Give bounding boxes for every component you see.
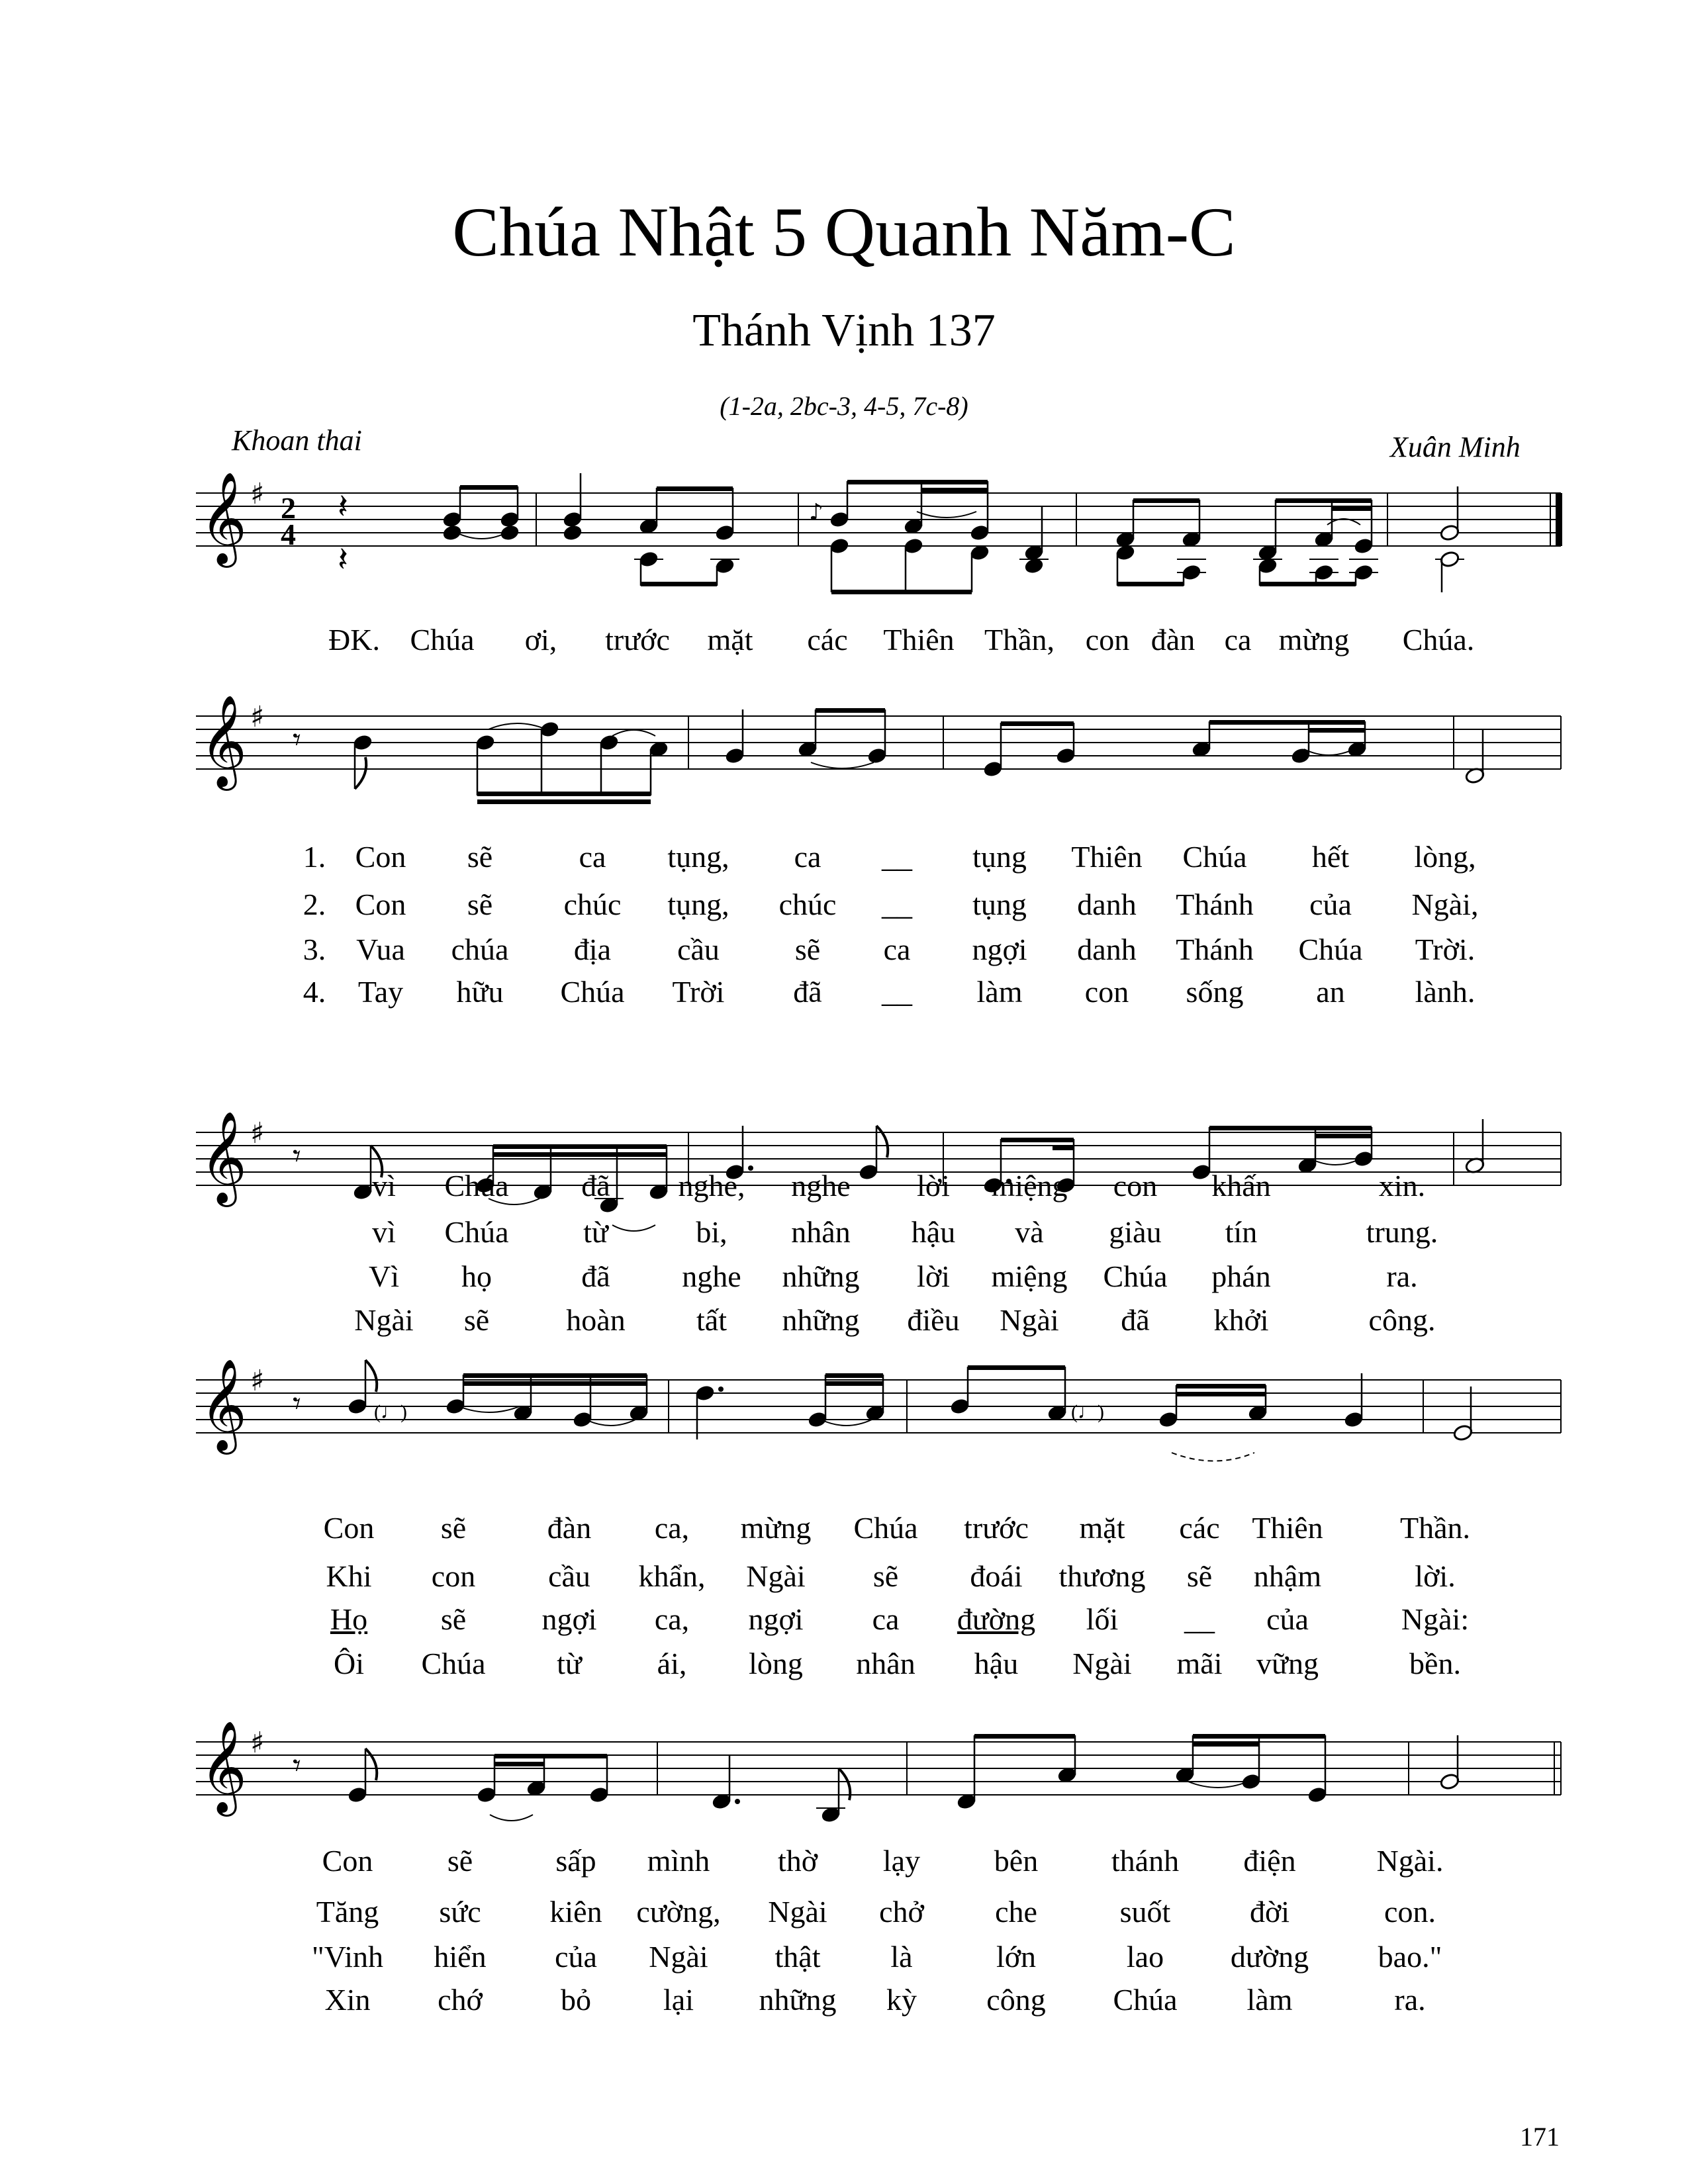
tempo-marking: Khoan thai: [232, 424, 362, 457]
time-signature-bottom: 4: [281, 518, 296, 551]
stanza-d-lyric-word: suốt: [1119, 1895, 1171, 1929]
eighth-rest-icon: 𝄾: [293, 1747, 301, 1784]
stanza-a-lyric-word: chúc: [563, 887, 622, 921]
composer-name: Xuân Minh: [1390, 431, 1521, 463]
stanza-a-lyric-word: tụng: [972, 887, 1027, 921]
stanza-a-lyric-word: con: [1084, 975, 1129, 1009]
stanza-a-lyric-word: __: [882, 840, 912, 874]
stanza-c-lyric-word: Chúa: [853, 1511, 918, 1545]
stanza-d-lyric-word: bên: [994, 1844, 1039, 1878]
stanza-d-lyric-word: làm: [1246, 1983, 1293, 2017]
stanza-c-lyric-word: Ngài:: [1401, 1602, 1470, 1636]
stanza-b-lyric-word: Vì: [369, 1259, 399, 1293]
stanza-b-lyric-word: điều: [907, 1303, 960, 1337]
stanza-c-lyric-word: đường: [957, 1602, 1036, 1636]
eighth-rest-icon: 𝄾: [293, 1138, 301, 1175]
stanza-c-lyric-word: hậu: [974, 1647, 1019, 1680]
stanza-a-lyric-word: 1.: [303, 840, 326, 874]
stanza-d-lyric-word: những: [759, 1983, 837, 2017]
quarter-rest-icon: 𝄽: [338, 487, 348, 527]
refrain-lyric-word: trước: [605, 623, 670, 657]
stanza-a-lyric-word: ca: [883, 933, 911, 966]
stanza-c-lyric-word: Ngài: [1072, 1647, 1132, 1680]
stanza-a-lyric-word: Chúa: [1298, 933, 1363, 966]
stanza-b-lyric-word: sẽ: [463, 1303, 490, 1337]
stanza-c-lyric-word: vững: [1256, 1647, 1319, 1680]
stanza-b-lyric-word: con: [1113, 1169, 1158, 1203]
stanza-d-lyric-word: thật: [774, 1940, 821, 1974]
stanza-d-lyric-word: Con: [322, 1844, 373, 1878]
treble-clef-icon: 𝄞: [200, 695, 247, 787]
beam: [974, 1734, 1075, 1739]
stanza-a-lyric-word: làm: [976, 975, 1023, 1009]
stanza-d-lyric-word: công: [986, 1983, 1046, 2017]
refrain-lyric-word: đàn: [1150, 623, 1196, 657]
stanza-c-lyric-word: mặt: [1079, 1511, 1125, 1545]
page-title: Chúa Nhật 5 Quanh Năm-C: [452, 193, 1236, 271]
stanza-c-lyric-word: ngợi: [748, 1602, 804, 1636]
stanza-b-lyric-word: những: [782, 1259, 860, 1293]
stanza-a-lyric-word: Thiên: [1071, 840, 1143, 874]
treble-clef-icon: 𝄞: [200, 1359, 247, 1451]
stanza-a-lyric-word: __: [882, 975, 912, 1009]
stanza-b-lyric-word: Ngài: [354, 1303, 414, 1337]
eighth-rest-icon: 𝄾: [293, 721, 301, 758]
stanza-c-lyric-word: mừng: [740, 1511, 812, 1545]
stanza-b-lyric-word: phán: [1211, 1259, 1271, 1293]
stanza-a-lyric-word: danh: [1077, 933, 1137, 966]
stanza-a-lyric-word: Thánh: [1176, 933, 1254, 966]
stanza-c-lyric-word: sẽ: [1186, 1559, 1213, 1593]
stanza-c-lyric-word: của: [1266, 1602, 1309, 1636]
stanza-a-lyric-word: Con: [355, 840, 406, 874]
stanza-c-lyric-word: trước: [964, 1511, 1029, 1545]
dot: [735, 1799, 740, 1804]
slur: [1188, 1782, 1248, 1788]
stanza-d-lyric-word: ra.: [1394, 1983, 1426, 2017]
stanza-a-lyric-word: danh: [1077, 887, 1137, 921]
stanza-b-lyric-word: lời: [917, 1259, 950, 1293]
stanza-c-lyric-word: từ: [557, 1647, 582, 1680]
stanza-c-lyric-word: khẩn,: [638, 1559, 706, 1593]
refrain-lyric-word: Chúa.: [1402, 623, 1475, 657]
stanza-b-lyric-word: nghe,: [678, 1169, 745, 1203]
stanza-c-lyric-word: __: [1184, 1602, 1215, 1636]
stanza-a-lyric-word: tụng: [972, 840, 1027, 874]
grace-note-icon: ♪: [809, 499, 823, 525]
stanza-c-lyric-word: các: [1179, 1511, 1220, 1545]
refrain-lyric-word: Thiên: [883, 623, 955, 657]
stanza-d-lyric-word: cường,: [636, 1895, 721, 1929]
stanza-a-lyric-word: đã: [793, 975, 822, 1009]
stanza-c-lyric-word: đàn: [547, 1511, 592, 1545]
stanza-d-lyric-word: của: [555, 1940, 597, 1974]
stanza-a-lyric-word: Trời.: [1415, 933, 1476, 966]
stanza-b-lyric-word: khấn: [1211, 1169, 1271, 1203]
stanza-d-lyric-word: lao: [1126, 1940, 1164, 1974]
stanza-c-lyric-word: đoái: [970, 1559, 1023, 1593]
stanza-d-lyric-word: điện: [1243, 1844, 1296, 1878]
refrain-lyric-word: mừng: [1278, 623, 1350, 657]
stanza-b-lyric-word: giàu: [1109, 1215, 1162, 1249]
stanza-a-lyric-word: sống: [1186, 975, 1244, 1009]
psalm-subtitle: Thánh Vịnh 137: [692, 305, 996, 356]
stanza-a-lyric-word: Con: [355, 887, 406, 921]
stanza-c-lyric-word: Chúa: [421, 1647, 486, 1680]
stanza-b-lyric-word: đã: [1121, 1303, 1150, 1337]
stanza-d-lyric-word: hiển: [434, 1940, 487, 1974]
page-number: 171: [1520, 2122, 1560, 2152]
stanza-a-lyric-word: Chúa: [1182, 840, 1247, 874]
stanza-c-lyric-word: thương: [1058, 1559, 1146, 1593]
stanza-b-lyric-word: trung.: [1366, 1215, 1438, 1249]
stanza-a-lyric-word: lành.: [1415, 975, 1476, 1009]
stanza-c-lyric-word: Khi: [326, 1559, 372, 1593]
stanza-c-lyric-word: Ngài: [746, 1559, 806, 1593]
time-signature-top: 2: [281, 491, 296, 525]
refrain-lyric-word: các: [807, 623, 848, 657]
stanza-d-lyric-word: Tăng: [316, 1895, 379, 1929]
stanza-d-lyric-word: lạy: [882, 1844, 921, 1878]
stanza-c-lyric-word: Thiên: [1252, 1511, 1323, 1545]
stanza-d-lyric-word: dường: [1230, 1940, 1309, 1974]
verse-reference: (1-2a, 2bc-3, 4-5, 7c-8): [720, 391, 968, 421]
stanza-d-lyric-word: thờ: [777, 1844, 818, 1878]
stanza-b-lyric-word: Chúa: [444, 1169, 509, 1203]
stanza-d-lyric-word: bỏ: [561, 1983, 591, 2017]
refrain-lyric-word: Chúa: [410, 623, 475, 657]
sharp-key-signature-icon: ♯: [250, 1116, 265, 1150]
stanza-b-lyric-word: nghe: [682, 1259, 741, 1293]
stanza-d-lyric-word: Xin: [324, 1983, 371, 2017]
stanza-c-lyric-word: nhậm: [1253, 1559, 1322, 1593]
stanza-b-lyric-word: tất: [696, 1303, 727, 1337]
stanza-d-lyric-word: đời: [1249, 1895, 1290, 1929]
stanza-a-lyric-word: chúc: [778, 887, 837, 921]
stanza-d-lyric-word: Ngài.: [1376, 1844, 1444, 1878]
stanza-a-lyric-word: Ngài,: [1411, 887, 1479, 921]
stanza-a-lyric-word: Chúa: [560, 975, 625, 1009]
stanza-a-lyric-word: ca: [794, 840, 821, 874]
stanza-a-lyric-word: __: [882, 887, 912, 921]
stanza-a-lyric-word: lòng,: [1414, 840, 1476, 874]
stanza-b-lyric-word: hậu: [911, 1215, 956, 1249]
beam: [1193, 1734, 1325, 1739]
refrain-lyric-word: ca: [1224, 623, 1252, 657]
stanza-c-lyric-word: Họ: [330, 1602, 368, 1636]
stanza-a-lyric-word: chúa: [451, 933, 509, 966]
stanza-b-lyric-word: những: [782, 1303, 860, 1337]
stanza-a-lyric-word: sẽ: [794, 933, 821, 966]
quarter-rest-icon: 𝄽: [338, 540, 348, 580]
stanza-a-lyric-word: tụng,: [667, 840, 729, 874]
stanza-a-lyric-word: Vua: [356, 933, 405, 966]
eighth-rest-icon: 𝄾: [293, 1385, 301, 1422]
stanza-b-lyric-word: công.: [1368, 1303, 1436, 1337]
refrain-lyric-word: Thần,: [984, 623, 1055, 657]
stanza-d-lyric-word: Chúa: [1113, 1983, 1178, 2017]
grace-parenthesis: (♩): [374, 1401, 407, 1423]
stanza-a-lyric-word: Thánh: [1176, 887, 1254, 921]
stanza-a-lyric-word: hết: [1311, 840, 1350, 874]
stanza-d-lyric-word: Ngài: [649, 1940, 708, 1974]
sharp-key-signature-icon: ♯: [250, 700, 265, 734]
stanza-d-lyric-word: kiên: [549, 1895, 602, 1929]
stanza-c-lyric-word: sẽ: [440, 1602, 467, 1636]
stanza-b-lyric-word: hoàn: [566, 1303, 626, 1337]
stanza-b-lyric-word: đã: [581, 1169, 610, 1203]
stanza-c-lyric-word: ái,: [657, 1647, 687, 1680]
treble-clef-icon: 𝄞: [200, 1721, 247, 1813]
stanza-d-lyric-word: che: [995, 1895, 1037, 1929]
stanza-a-lyric-word: 3.: [303, 933, 326, 966]
stanza-a-lyric-word: địa: [573, 933, 612, 966]
stanza-b-lyric-word: Chúa: [1103, 1259, 1168, 1293]
stanza-b-lyric-word: xin.: [1378, 1169, 1426, 1203]
stanza-d-lyric-word: mình: [647, 1844, 710, 1878]
stanza-a-lyric-word: 2.: [303, 887, 326, 921]
stanza-c-lyric-word: sẽ: [872, 1559, 899, 1593]
stanza-d-lyric-word: chở: [879, 1895, 924, 1929]
note-flag: [365, 1749, 377, 1780]
stanza-c-lyric-word: cầu: [548, 1559, 590, 1593]
stanza-c-lyric-word: Thần.: [1399, 1511, 1471, 1545]
treble-clef-icon: 𝄞: [200, 472, 247, 564]
stanza-c-lyric-word: ca: [872, 1602, 900, 1636]
stanza-d-lyric-word: sức: [439, 1895, 481, 1929]
stanza-b-lyric-word: vì: [372, 1169, 396, 1203]
stanza-b-lyric-word: ra.: [1386, 1259, 1418, 1293]
stanza-b-lyric-word: và: [1015, 1215, 1044, 1249]
stanza-d-lyric-word: chớ: [438, 1983, 483, 2017]
stanza-c-lyric-word: ca,: [654, 1511, 690, 1545]
stanza-d-lyric-word: "Vinh: [311, 1940, 384, 1974]
stanza-a-lyric-word: ca: [579, 840, 606, 874]
stanza-b-lyric-word: miệng: [991, 1259, 1068, 1293]
stanza-c-lyric-word: Con: [323, 1511, 375, 1545]
stanza-b-lyric-word: nghe: [791, 1169, 851, 1203]
stanza-d-lyric-word: sẽ: [447, 1844, 473, 1878]
stanza-b-lyric-word: tín: [1225, 1215, 1258, 1249]
stanza-d-lyric-word: Ngài: [768, 1895, 827, 1929]
stanza-a-lyric-word: hữu: [456, 975, 504, 1009]
stanza-a-lyric-word: sẽ: [467, 887, 493, 921]
stanza-b-lyric-word: từ: [583, 1215, 608, 1249]
stanza-d-lyric-word: kỳ: [886, 1983, 917, 2017]
stanza-b-lyric-word: khởi: [1213, 1303, 1269, 1337]
stanza-c-lyric-word: bền.: [1409, 1647, 1461, 1680]
stanza-a-lyric-word: của: [1309, 887, 1352, 921]
stanza-c-lyric-word: lời.: [1415, 1559, 1456, 1593]
grace-parenthesis: (♩): [1071, 1401, 1104, 1423]
stanza-a-lyric-word: Trời: [672, 975, 725, 1009]
treble-clef-icon: 𝄞: [200, 1111, 247, 1203]
refrain-lyric-word: con: [1085, 623, 1130, 657]
stanza-c-lyric-word: con: [431, 1559, 476, 1593]
stanza-b-lyric-word: Chúa: [444, 1215, 509, 1249]
beam: [494, 1754, 607, 1758]
slur: [490, 1815, 533, 1821]
stanza-c-lyric-word: sẽ: [440, 1511, 467, 1545]
stanza-c-lyric-word: lòng: [749, 1647, 803, 1680]
sharp-key-signature-icon: ♯: [250, 477, 265, 511]
stanza-c-lyric-word: nhân: [856, 1647, 915, 1680]
stanza-b-lyric-word: lời: [917, 1169, 950, 1203]
stanza-b-lyric-word: nhân: [791, 1215, 851, 1249]
stanza-a-lyric-word: cầu: [677, 933, 720, 966]
stanza-b-lyric-word: bi,: [696, 1215, 727, 1249]
stanza-a-lyric-word: an: [1316, 975, 1345, 1009]
stanza-d-lyric-word: lại: [663, 1983, 694, 2017]
stanza-a-lyric-word: tụng,: [667, 887, 729, 921]
stanza-a-lyric-word: ngợi: [972, 933, 1027, 966]
stanza-c-lyric-word: lối: [1086, 1602, 1119, 1636]
stanza-d-lyric-word: là: [890, 1940, 913, 1974]
refrain-lyric-word: ơi,: [524, 623, 557, 657]
stanza-b-lyric-word: miệng: [991, 1169, 1068, 1203]
stanza-b-lyric-word: vì: [372, 1215, 396, 1249]
beam: [494, 1762, 544, 1766]
stanza-a-lyric-word: Tay: [357, 975, 404, 1009]
stanza-c-lyric-word: ca,: [654, 1602, 690, 1636]
stanza-b-lyric-word: Ngài: [1000, 1303, 1059, 1337]
stanza-c-lyric-word: mãi: [1176, 1647, 1223, 1680]
stanza-d-lyric-word: lớn: [996, 1940, 1037, 1974]
stanza-c-lyric-word: Ôi: [334, 1647, 364, 1680]
stanza-c-lyric-word: ngợi: [541, 1602, 597, 1636]
stanza-d-lyric-word: con.: [1384, 1895, 1436, 1929]
stanza-d-lyric-word: bao.": [1378, 1940, 1442, 1974]
beam: [1193, 1742, 1259, 1747]
stanza-a-lyric-word: 4.: [303, 975, 326, 1009]
refrain-lyric-word: ĐK.: [328, 623, 380, 657]
stanza-b-lyric-word: họ: [461, 1259, 492, 1293]
stanza-a-lyric-word: sẽ: [467, 840, 493, 874]
stanza-d-lyric-word: thánh: [1111, 1844, 1180, 1878]
stanza-d-lyric-word: sấp: [555, 1844, 596, 1878]
refrain-lyric-word: mặt: [707, 623, 753, 657]
sharp-key-signature-icon: ♯: [250, 1364, 265, 1398]
stanza-b-lyric-word: đã: [581, 1259, 610, 1293]
sharp-key-signature-icon: ♯: [250, 1726, 265, 1760]
